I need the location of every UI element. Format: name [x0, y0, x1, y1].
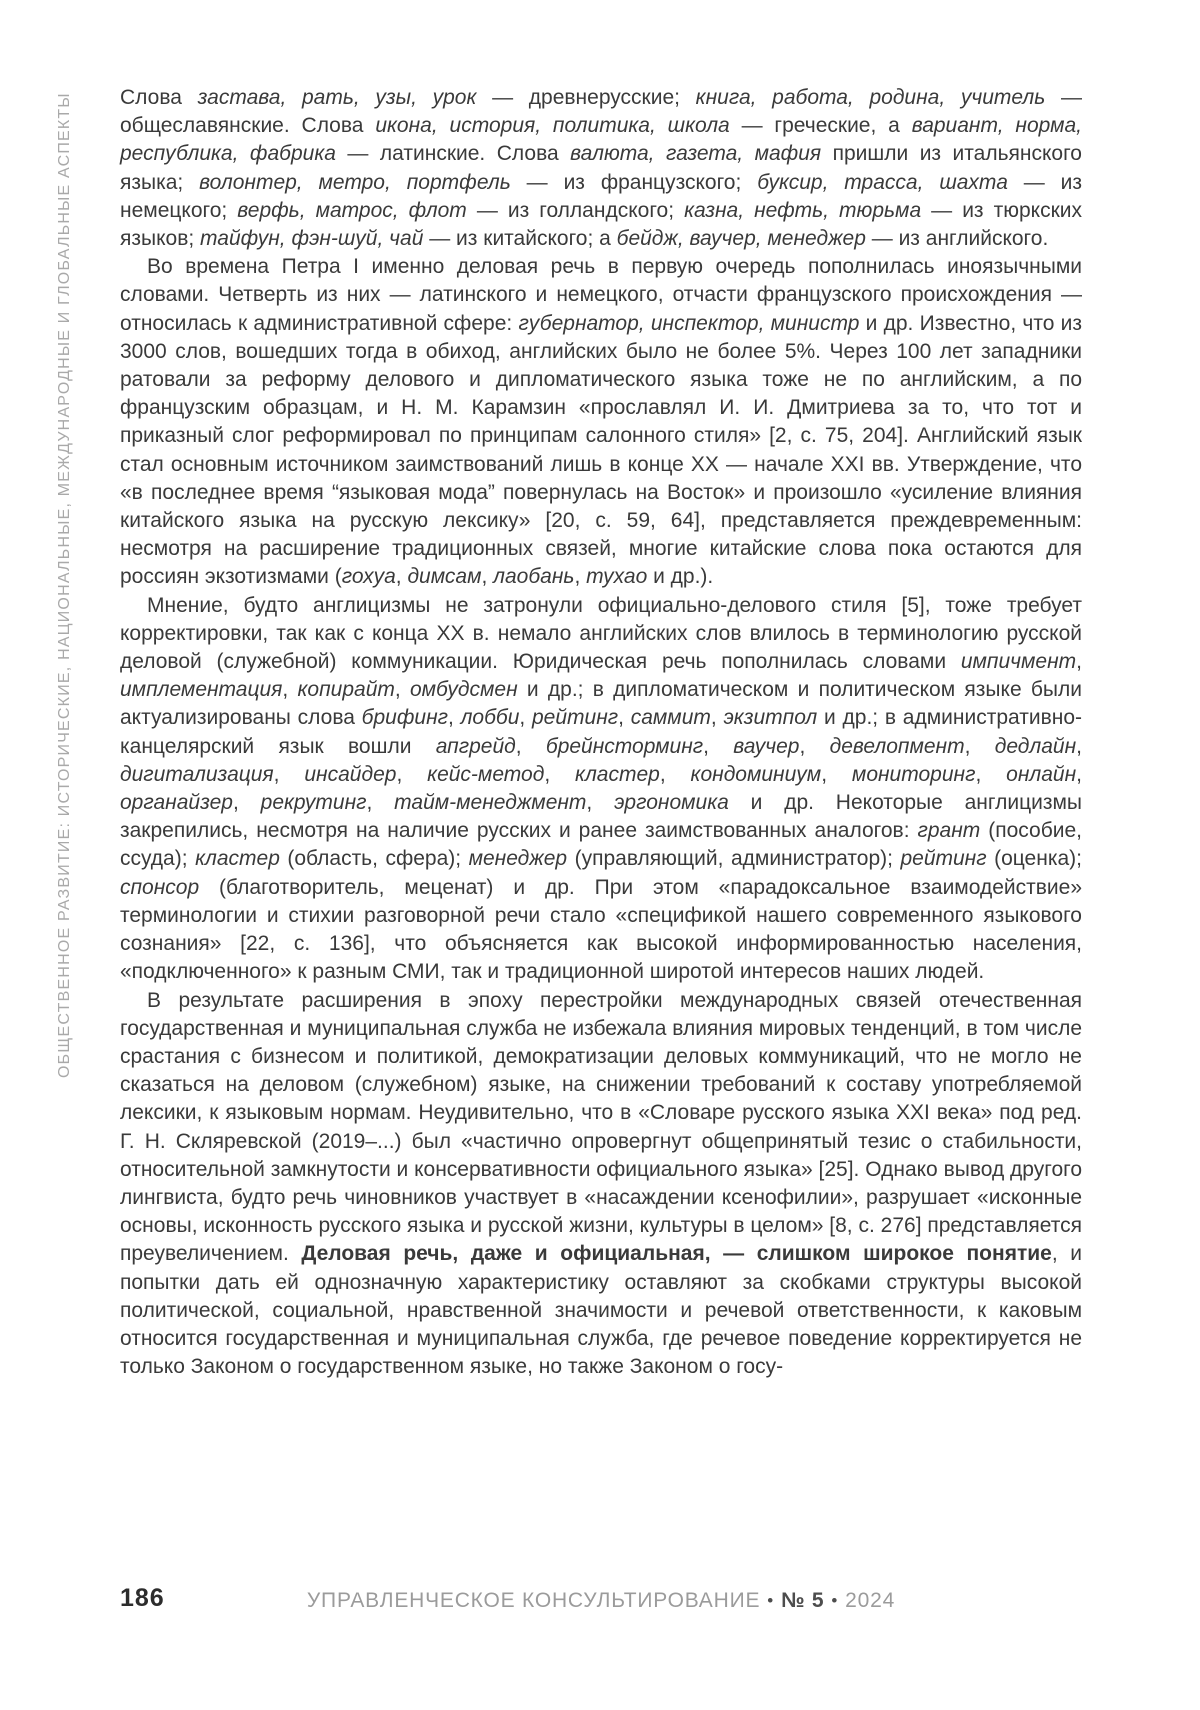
paragraph-perestroika-service: В результате расширения в эпоху перестройки международных связей отечественная государственная и муниципальная служба не избежала влияния мировых тенденций, в том числе срастания с бизнесом и политикой, демократизации деловых коммуникаций, что не могло не сказаться на деловом (служебном) языке, на снижении требований к составу употребляемой лексики, к языковым нормам. Неудивительно, что в «Словаре русского языка XXI века» под ред. Г. Н. Скляревской (2019–...) был «частично опровергнут общепринятый тезис о стабильности, относительной замкнутости и консервативности официального языка» [25]. Однако вывод другого лингвиста, будто речь чиновников участвует в «насаждении ксенофилии», разрушает «исконные основы, исконность русского языка и русской жизни, культуры в целом» [8, с. 276] представляется преувеличением. Деловая речь, даже и официальная, — слишком широкое понятие, и попытки дать ей однозначную характеристику оставляют за скобками структуры высокой политической, социальной, нравственной значимости и речевой ответственности, к каковым относится государственная и муниципальная служба, где речевое поведение корректируется не только Законом о государственном языке, но также Законом о госу-	[120, 988, 1082, 1379]
journal-year: 2024	[845, 1589, 896, 1612]
paragraph-peter-the-great: Во времена Петра I именно деловая речь в первую очередь пополнилась иноязычными словами. Четверть из них — латинского и немецкого, отчасти французского происхождения — относилась к административной сфере: губернатор, инспектор, министр и др. Известно, что из 3000 слов, вошедших тогда в обиход, английских было не более 5%. Через 100 лет западники ратовали за реформу делового и дипломатического языка тоже не по английским, а по французским образцам, и Н. М. Карамзин «прославлял И. И. Дмитриева за то, что тот и приказный слог реформировал по принципам салонного стиля» [2, с. 75, 204]. Английский язык стал основным источником заимствований лишь в конце XX — начале XXI вв. Утверждение, что «в последнее время “языковая мода” повернулась на Восток» и произошло «усиление влияния китайского языка на русскую лексику» [20, с. 59, 64], представляется преждевременным: несмотря на расширение традиционных связей, многие китайские слова пока остаются для россиян экзотизмами (гохуа, димсам, лаобань, тухао и др.).	[120, 255, 1082, 589]
section-sidebar-label: ОБЩЕСТВЕННОЕ РАЗВИТИЕ: ИСТОРИЧЕСКИЕ, НАЦИОНАЛЬНЫЕ, МЕЖДУНАРОДНЫЕ И ГЛОБАЛЬНЫЕ АСПЕКТЫ	[56, 92, 73, 1078]
paragraph-loanwords-origins: Слова застава, рать, узы, урок — древнерусские; книга, работа, родина, учитель — общеславянские. Слова икона, история, политика, школа — греческие, а вариант, норма, республика, фабрика — латинские. Слова валюта, газета, мафия пришли из итальянского языка; волонтер, метро, портфель — из французского; буксир, трасса, шахта — из немецкого; верфь, матрос, флот — из голландского; казна, нефть, тюрьма — из тюркских языков; тайфун, фэн-шуй, чай — из китайского; а бейдж, ваучер, менеджер — из английского.	[120, 86, 1083, 251]
footer-separator-dot: •	[767, 1591, 775, 1610]
footer-separator-dot: •	[831, 1591, 839, 1610]
journal-footer	[120, 1589, 1082, 1613]
article-body	[120, 84, 1082, 1381]
paragraph-anglicisms: Мнение, будто англицизмы не затронули официально-делового стиля [5], тоже требует корректировки, так как с конца XX в. немало английских слов влилось в терминологию русской деловой (служебной) коммуникации. Юридическая речь пополнилась словами импичмент, имплементация, копирайт, омбудсмен и др.; в дипломатическом и политическом языке были актуализированы слова брифинг, лобби, рейтинг, саммит, экзитпол и др.; в административно-канцелярский язык вошли апгрейд, брейнсторминг, ваучер, девелопмент, дедлайн, дигитализация, инсайдер, кейс-метод, кластер, кондоминиум, мониторинг, онлайн, органайзер, рекрутинг, тайм-менеджмент, эргономика и др. Некоторые англицизмы закрепились, несмотря на наличие русских и ранее заимствованных аналогов: грант (пособие, ссуда); кластер (область, сфера); менеджер (управляющий, администратор); рейтинг (оценка); спонсор (благотворитель, меценат) и др. При этом «парадоксальное взаимодействие» терминологии и стихии разговорной речи стало «спецификой нашего современного языкового сознания» [22, с. 136], что объясняется как высокой информированностью населения, «подключенного» к разным СМИ, так и традиционной широтой интересов наших людей.	[120, 593, 1083, 984]
journal-issue-number: № 5	[781, 1589, 825, 1612]
page-number: 186	[120, 1584, 165, 1612]
journal-title: УПРАВЛЕНЧЕСКОЕ КОНСУЛЬТИРОВАНИЕ	[306, 1589, 761, 1612]
